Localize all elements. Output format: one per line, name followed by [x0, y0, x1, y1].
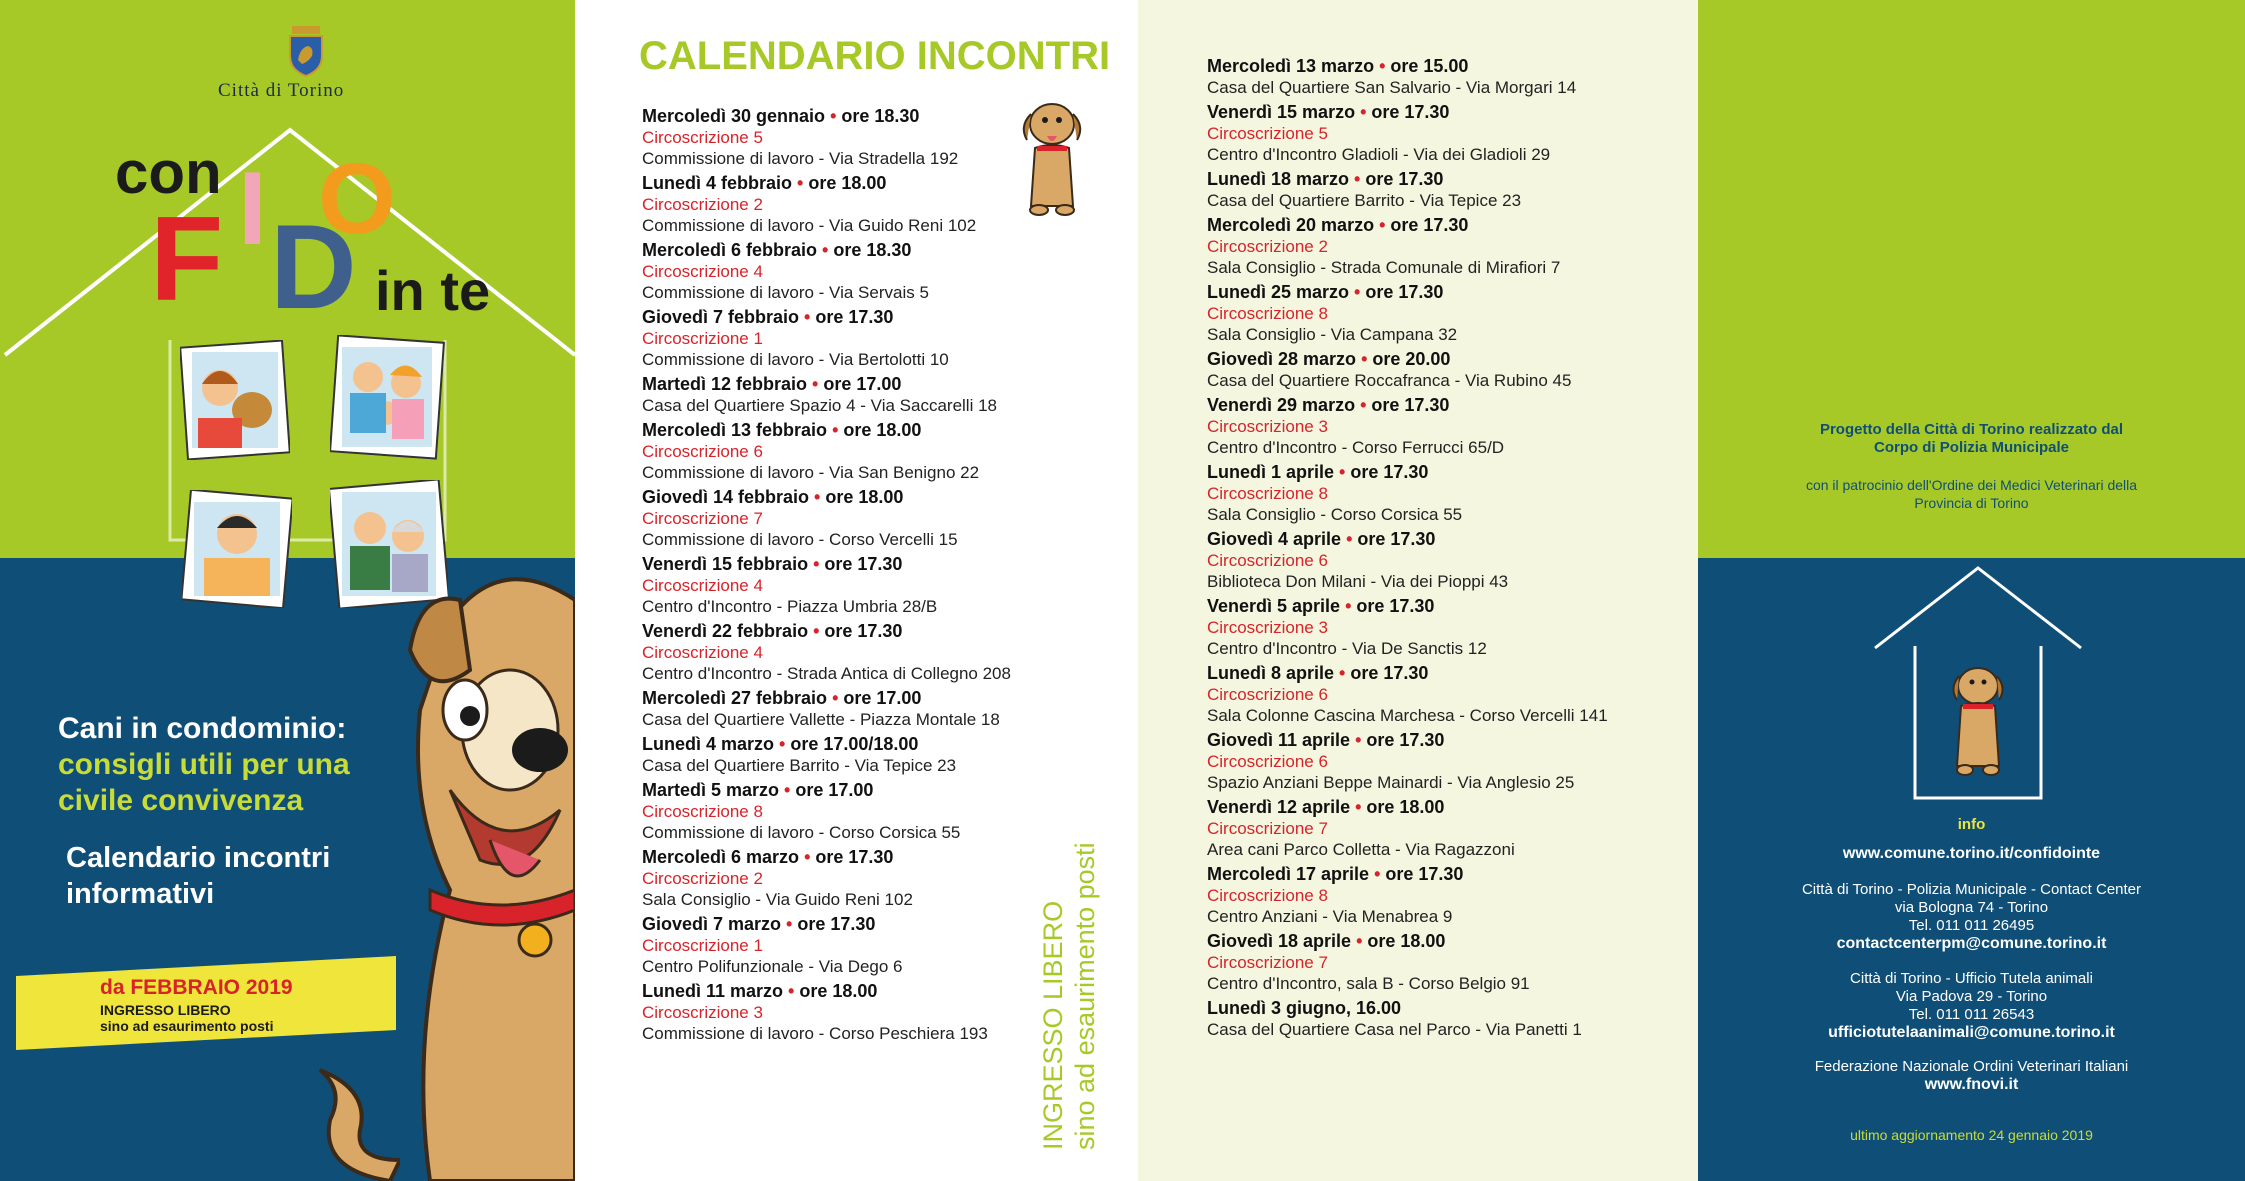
subtitle-line3: civile convivenza — [58, 784, 304, 817]
bullet-dot-icon: • — [827, 688, 844, 708]
calendar-list-1 — [642, 106, 1062, 1048]
bullet-dot-icon: • — [827, 420, 844, 440]
event-date: Lunedì 11 marzo — [642, 981, 784, 1001]
banner-seats: sino ad esaurimento posti — [100, 1018, 274, 1034]
event-header — [642, 847, 1062, 868]
subtitle-line5: informativi — [66, 878, 215, 910]
event-date: Giovedì 14 febbraio — [642, 487, 810, 507]
event-header — [1207, 282, 1677, 303]
event-place: Commissione di lavoro - Corso Vercelli 15 — [642, 530, 958, 549]
event-place: Centro d'Incontro - Via De Sanctis 12 — [1207, 639, 1487, 658]
fnovi-line: Federazione Nazionale Ordini Veterinari Italiani — [1814, 1058, 2129, 1075]
patron-line1: con il patrocinio dell'Ordine dei Medici Veterinari della — [1805, 477, 2138, 493]
event-header — [1207, 797, 1677, 818]
event-district: Circoscrizione 3 — [642, 1003, 763, 1022]
event-date: Giovedì 4 aprile — [1207, 529, 1342, 549]
event-district: Circoscrizione 4 — [642, 262, 763, 281]
event-place: Casa del Quartiere Barrito - Via Tepice 23 — [1207, 191, 1522, 210]
event-header — [642, 780, 1062, 801]
contact2-tel: Tel. 011 011 26543 — [1908, 1006, 2035, 1023]
logo-i: I — [238, 151, 267, 267]
event-time: ore 17.30 — [1366, 730, 1445, 750]
event-item — [1207, 395, 1677, 458]
event-item — [1207, 56, 1677, 98]
event-time: ore 17.30 — [1365, 282, 1444, 302]
bullet-dot-icon: • — [1369, 864, 1386, 884]
event-district: Circoscrizione 1 — [642, 329, 763, 348]
portrait-woman-dog — [180, 340, 290, 460]
side-text-line1: INGRESSO LIBERO — [1038, 900, 1068, 1150]
bullet-dot-icon: • — [809, 487, 826, 507]
event-date: Mercoledì 30 gennaio — [642, 106, 826, 126]
back-panel — [1698, 0, 2245, 1181]
logo-d: D — [270, 200, 357, 334]
event-item — [642, 688, 1062, 730]
website-link[interactable]: www.comune.torino.it/confidointe — [1842, 845, 2101, 862]
subtitle-line2: consigli utili per una — [58, 748, 350, 781]
bullet-dot-icon: • — [1334, 462, 1351, 482]
event-time: ore 17.00/18.00 — [790, 734, 919, 754]
bullet-dot-icon: • — [799, 847, 816, 867]
bullet-dot-icon: • — [1355, 395, 1372, 415]
event-district: Circoscrizione 7 — [642, 509, 763, 528]
event-place: Centro d'Incontro - Corso Ferrucci 65/D — [1207, 438, 1505, 457]
event-header — [642, 374, 1062, 395]
event-district: Circoscrizione 6 — [1207, 752, 1328, 771]
bullet-dot-icon: • — [808, 621, 825, 641]
event-place: Casa del Quartiere Barrito - Via Tepice 23 — [642, 756, 957, 775]
bullet-dot-icon: • — [783, 981, 800, 1001]
event-date: Giovedì 7 marzo — [642, 914, 782, 934]
event-item — [642, 847, 1062, 910]
event-item — [1207, 169, 1677, 211]
bullet-dot-icon: • — [774, 734, 791, 754]
event-date: Venerdì 22 febbraio — [642, 621, 809, 641]
logo-f: F — [150, 192, 224, 326]
fnovi-block — [1738, 1058, 2205, 1094]
event-district: Circoscrizione 5 — [1207, 124, 1328, 143]
event-date: Venerdì 15 febbraio — [642, 554, 809, 574]
event-item — [642, 106, 1062, 169]
event-date: Lunedì 25 marzo — [1207, 282, 1350, 302]
event-time: ore 17.30 — [1356, 596, 1435, 616]
turin-crest-icon — [286, 26, 326, 78]
contact2-email[interactable]: ufficiotutelaanimali@comune.torino.it — [1828, 1024, 2115, 1041]
event-item — [1207, 215, 1677, 278]
event-place: Commissione di lavoro - Via San Benigno 22 — [642, 463, 980, 482]
project-block — [1738, 421, 2205, 457]
bullet-dot-icon: • — [781, 914, 798, 934]
dog-mascot-illustration — [390, 560, 575, 1181]
event-district: Circoscrizione 7 — [1207, 819, 1328, 838]
calendar-list-2 — [1207, 56, 1677, 1044]
event-time: ore 17.30 — [1350, 462, 1429, 482]
project-line2: Corpo di Polizia Municipale — [1873, 439, 2069, 456]
event-date: Lunedì 3 giugno, 16.00 — [1207, 998, 1402, 1018]
bullet-dot-icon: • — [1374, 215, 1391, 235]
event-place: Spazio Anziani Beppe Mainardi - Via Anglesio 25 — [1207, 773, 1575, 792]
event-time: ore 17.30 — [1357, 529, 1436, 549]
event-place: Biblioteca Don Milani - Via dei Pioppi 43 — [1207, 572, 1509, 591]
bullet-dot-icon: • — [1340, 596, 1357, 616]
event-item — [642, 621, 1062, 684]
bullet-dot-icon: • — [799, 307, 816, 327]
event-time: ore 20.00 — [1372, 349, 1451, 369]
project-line1: Progetto della Città di Torino realizzato dal — [1819, 421, 2124, 438]
event-time: ore 17.30 — [1371, 395, 1450, 415]
city-brand: Città di Torino — [218, 80, 345, 101]
event-header — [642, 688, 1062, 709]
event-item — [642, 554, 1062, 617]
event-item — [642, 240, 1062, 303]
event-header — [1207, 730, 1677, 751]
event-time: ore 18.00 — [808, 173, 887, 193]
event-district: Circoscrizione 6 — [1207, 685, 1328, 704]
event-header — [642, 106, 1062, 127]
bullet-dot-icon: • — [779, 780, 796, 800]
bullet-dot-icon: • — [792, 173, 809, 193]
event-item — [1207, 864, 1677, 927]
event-time: ore 18.30 — [841, 106, 920, 126]
event-header — [1207, 663, 1677, 684]
event-time: ore 18.00 — [1367, 931, 1446, 951]
event-date: Martedì 12 febbraio — [642, 374, 808, 394]
event-district: Circoscrizione 3 — [1207, 618, 1328, 637]
event-district: Circoscrizione 2 — [642, 195, 763, 214]
house-dog-icon — [1873, 566, 2083, 802]
event-place: Centro d'Incontro - Piazza Umbria 28/B — [642, 597, 938, 616]
banner-period: da FEBBRAIO 2019 — [100, 976, 293, 999]
event-date: Venerdì 12 aprile — [1207, 797, 1351, 817]
logo-con: con — [115, 139, 222, 206]
event-time: ore 17.30 — [815, 847, 894, 867]
event-item — [642, 734, 1062, 776]
side-text — [1037, 710, 1101, 1150]
bullet-dot-icon: • — [808, 554, 825, 574]
event-header — [642, 981, 1062, 1002]
event-date: Giovedì 7 febbraio — [642, 307, 800, 327]
event-time: ore 18.30 — [833, 240, 912, 260]
event-place: Sala Consiglio - Via Guido Reni 102 — [642, 890, 913, 909]
event-date: Mercoledì 13 febbraio — [642, 420, 828, 440]
event-date: Venerdì 29 marzo — [1207, 395, 1356, 415]
bullet-dot-icon: • — [1341, 529, 1358, 549]
event-time: ore 18.00 — [1366, 797, 1445, 817]
event-header — [642, 487, 1062, 508]
event-date: Mercoledì 6 marzo — [642, 847, 800, 867]
bullet-dot-icon: • — [1349, 169, 1366, 189]
event-date: Mercoledì 27 febbraio — [642, 688, 828, 708]
event-district: Circoscrizione 1 — [642, 936, 763, 955]
event-date: Giovedì 11 aprile — [1207, 730, 1351, 750]
event-header — [1207, 169, 1677, 190]
event-item — [642, 420, 1062, 483]
event-time: ore 17.30 — [1371, 102, 1450, 122]
event-district: Circoscrizione 6 — [1207, 551, 1328, 570]
event-header — [1207, 349, 1677, 370]
event-place: Casa del Quartiere Spazio 4 - Via Saccarelli 18 — [642, 396, 997, 415]
event-place: Sala Consiglio - Strada Comunale di Mirafiori 7 — [1207, 258, 1561, 277]
event-item — [1207, 663, 1677, 726]
event-header — [1207, 931, 1677, 952]
event-item — [642, 173, 1062, 236]
bullet-dot-icon: • — [1350, 797, 1367, 817]
contact2-line2: Via Padova 29 - Torino — [1895, 988, 2048, 1005]
event-header — [642, 420, 1062, 441]
contact2-line1: Città di Torino - Ufficio Tutela animali — [1850, 970, 2093, 987]
event-item — [1207, 797, 1677, 860]
bullet-dot-icon: • — [825, 106, 842, 126]
bullet-dot-icon: • — [1349, 282, 1366, 302]
event-item — [642, 374, 1062, 416]
portrait-man — [182, 490, 292, 608]
contact1-line1: Città di Torino - Polizia Municipale - Contact Center — [1801, 881, 2142, 898]
event-time: ore 17.30 — [1350, 663, 1429, 683]
event-item — [1207, 102, 1677, 165]
patron-block — [1738, 476, 2205, 512]
event-date: Lunedì 4 marzo — [642, 734, 775, 754]
contact-block-2 — [1738, 970, 2205, 1042]
bullet-dot-icon: • — [1350, 730, 1367, 750]
event-place: Commissione di lavoro - Corso Corsica 55 — [642, 823, 961, 842]
event-header — [1207, 102, 1677, 123]
event-time: ore 17.00 — [843, 688, 922, 708]
event-header — [642, 914, 1062, 935]
event-district: Circoscrizione 8 — [1207, 484, 1328, 503]
event-district: Circoscrizione 5 — [642, 128, 763, 147]
event-place: Sala Consiglio - Corso Corsica 55 — [1207, 505, 1463, 524]
bullet-dot-icon: • — [1374, 56, 1391, 76]
event-district: Circoscrizione 4 — [642, 576, 763, 595]
event-item — [1207, 282, 1677, 345]
event-time: ore 17.30 — [824, 621, 903, 641]
event-item — [642, 914, 1062, 977]
event-header — [642, 621, 1062, 642]
event-header — [1207, 462, 1677, 483]
bullet-dot-icon: • — [1355, 102, 1372, 122]
event-time: ore 18.00 — [843, 420, 922, 440]
event-item — [1207, 529, 1677, 592]
event-date: Lunedì 8 aprile — [1207, 663, 1335, 683]
event-header — [1207, 998, 1677, 1019]
event-date: Lunedì 4 febbraio — [642, 173, 793, 193]
event-place: Centro Polifunzionale - Via Dego 6 — [642, 957, 903, 976]
contact-block-1 — [1738, 881, 2205, 953]
event-time: ore 17.30 — [1390, 215, 1469, 235]
event-item — [1207, 596, 1677, 659]
event-district: Circoscrizione 4 — [642, 643, 763, 662]
event-header — [1207, 56, 1677, 77]
event-header — [1207, 215, 1677, 236]
contact1-email[interactable]: contactcenterpm@comune.torino.it — [1836, 935, 2107, 952]
event-header — [642, 734, 1062, 755]
cover-panel — [0, 0, 575, 1181]
logo-in-te: in te — [375, 259, 491, 322]
event-place: Commissione di lavoro - Via Stradella 192 — [642, 149, 959, 168]
event-header — [642, 307, 1062, 328]
subtitle-line4: Calendario incontri — [66, 842, 331, 874]
event-place: Commissione di lavoro - Via Bertolotti 10 — [642, 350, 949, 369]
info-label: info — [1957, 816, 1986, 833]
event-date: Mercoledì 20 marzo — [1207, 215, 1375, 235]
logo-o: O — [318, 143, 396, 255]
event-place: Sala Colonne Cascina Marchesa - Corso Vercelli 141 — [1207, 706, 1608, 725]
event-place: Casa del Quartiere Casa nel Parco - Via Panetti 1 — [1207, 1020, 1582, 1039]
event-district: Circoscrizione 7 — [1207, 953, 1328, 972]
event-item — [642, 307, 1062, 370]
event-time: ore 17.00 — [823, 374, 902, 394]
event-district: Circoscrizione 8 — [1207, 886, 1328, 905]
bullet-dot-icon: • — [1334, 663, 1351, 683]
event-district: Circoscrizione 3 — [1207, 417, 1328, 436]
event-header — [1207, 529, 1677, 550]
event-place: Casa del Quartiere San Salvario - Via Morgari 14 — [1207, 78, 1577, 97]
event-date: Lunedì 1 aprile — [1207, 462, 1335, 482]
event-time: ore 17.00 — [795, 780, 874, 800]
event-header — [642, 240, 1062, 261]
event-time: ore 17.30 — [797, 914, 876, 934]
event-time: ore 18.00 — [825, 487, 904, 507]
patron-line2: Provincia di Torino — [1914, 495, 2029, 511]
contact1-line2: via Bologna 74 - Torino — [1894, 899, 2049, 916]
event-time: ore 18.00 — [799, 981, 878, 1001]
event-item — [1207, 730, 1677, 793]
event-header — [1207, 395, 1677, 416]
event-place: Centro d'Incontro Gladioli - Via dei Gladioli 29 — [1207, 145, 1551, 164]
event-place: Commissione di lavoro - Via Servais 5 — [642, 283, 929, 302]
subtitle-line1: Cani in condominio: — [58, 712, 347, 745]
side-text-line2: sino ad esaurimento posti — [1070, 842, 1100, 1150]
event-place: Centro Anziani - Via Menabrea 9 — [1207, 907, 1453, 926]
event-header — [642, 173, 1062, 194]
event-date: Mercoledì 17 aprile — [1207, 864, 1370, 884]
event-date: Lunedì 18 marzo — [1207, 169, 1350, 189]
bullet-dot-icon: • — [1356, 349, 1373, 369]
event-date: Giovedì 18 aprile — [1207, 931, 1352, 951]
event-place: Area cani Parco Colletta - Via Ragazzoni — [1207, 840, 1515, 859]
event-place: Commissione di lavoro - Corso Peschiera 193 — [642, 1024, 988, 1043]
event-place: Sala Consiglio - Via Campana 32 — [1207, 325, 1458, 344]
portrait-family — [330, 335, 445, 460]
event-item — [1207, 349, 1677, 391]
event-place: Casa del Quartiere Roccafranca - Via Rubino 45 — [1207, 371, 1572, 390]
event-time: ore 15.00 — [1390, 56, 1469, 76]
back-green-area — [1698, 0, 2245, 558]
event-header — [1207, 596, 1677, 617]
event-date: Giovedì 28 marzo — [1207, 349, 1357, 369]
bullet-dot-icon: • — [1351, 931, 1368, 951]
event-place: Casa del Quartiere Vallette - Piazza Montale 18 — [642, 710, 1000, 729]
event-district: Circoscrizione 6 — [642, 442, 763, 461]
event-header — [642, 554, 1062, 575]
calendar-panel-2 — [1138, 0, 1698, 1181]
banner-free: INGRESSO LIBERO — [100, 1002, 231, 1018]
event-date: Mercoledì 13 marzo — [1207, 56, 1375, 76]
calendar-panel-1 — [575, 0, 1138, 1181]
event-district: Circoscrizione 8 — [642, 802, 763, 821]
event-place: Centro d'Incontro, sala B - Corso Belgio 91 — [1207, 974, 1530, 993]
event-place: Centro d'Incontro - Strada Antica di Collegno 208 — [642, 664, 1011, 683]
event-item — [642, 981, 1062, 1044]
event-date: Venerdì 5 aprile — [1207, 596, 1341, 616]
event-district: Circoscrizione 2 — [642, 869, 763, 888]
event-item — [642, 487, 1062, 550]
event-date: Venerdì 15 marzo — [1207, 102, 1356, 122]
event-item — [1207, 931, 1677, 994]
event-item — [1207, 998, 1677, 1040]
bullet-dot-icon: • — [817, 240, 834, 260]
event-district: Circoscrizione 2 — [1207, 237, 1328, 256]
bullet-dot-icon: • — [807, 374, 824, 394]
event-time: ore 17.30 — [1385, 864, 1464, 884]
fnovi-site[interactable]: www.fnovi.it — [1924, 1076, 2019, 1093]
event-date: Martedì 5 marzo — [642, 780, 780, 800]
event-item — [1207, 462, 1677, 525]
calendar-title: CALENDARIO INCONTRI — [639, 34, 1111, 78]
dog-tail-illustration — [290, 1060, 400, 1181]
event-district: Circoscrizione 8 — [1207, 304, 1328, 323]
event-time: ore 17.30 — [824, 554, 903, 574]
contact1-tel: Tel. 011 011 26495 — [1908, 917, 2035, 934]
event-time: ore 17.30 — [1365, 169, 1444, 189]
event-date: Mercoledì 6 febbraio — [642, 240, 818, 260]
last-update: ultimo aggiornamento 24 gennaio 2019 — [1850, 1127, 2093, 1143]
event-place: Commissione di lavoro - Via Guido Reni 102 — [642, 216, 977, 235]
event-time: ore 17.30 — [815, 307, 894, 327]
event-item — [642, 780, 1062, 843]
event-header — [1207, 864, 1677, 885]
